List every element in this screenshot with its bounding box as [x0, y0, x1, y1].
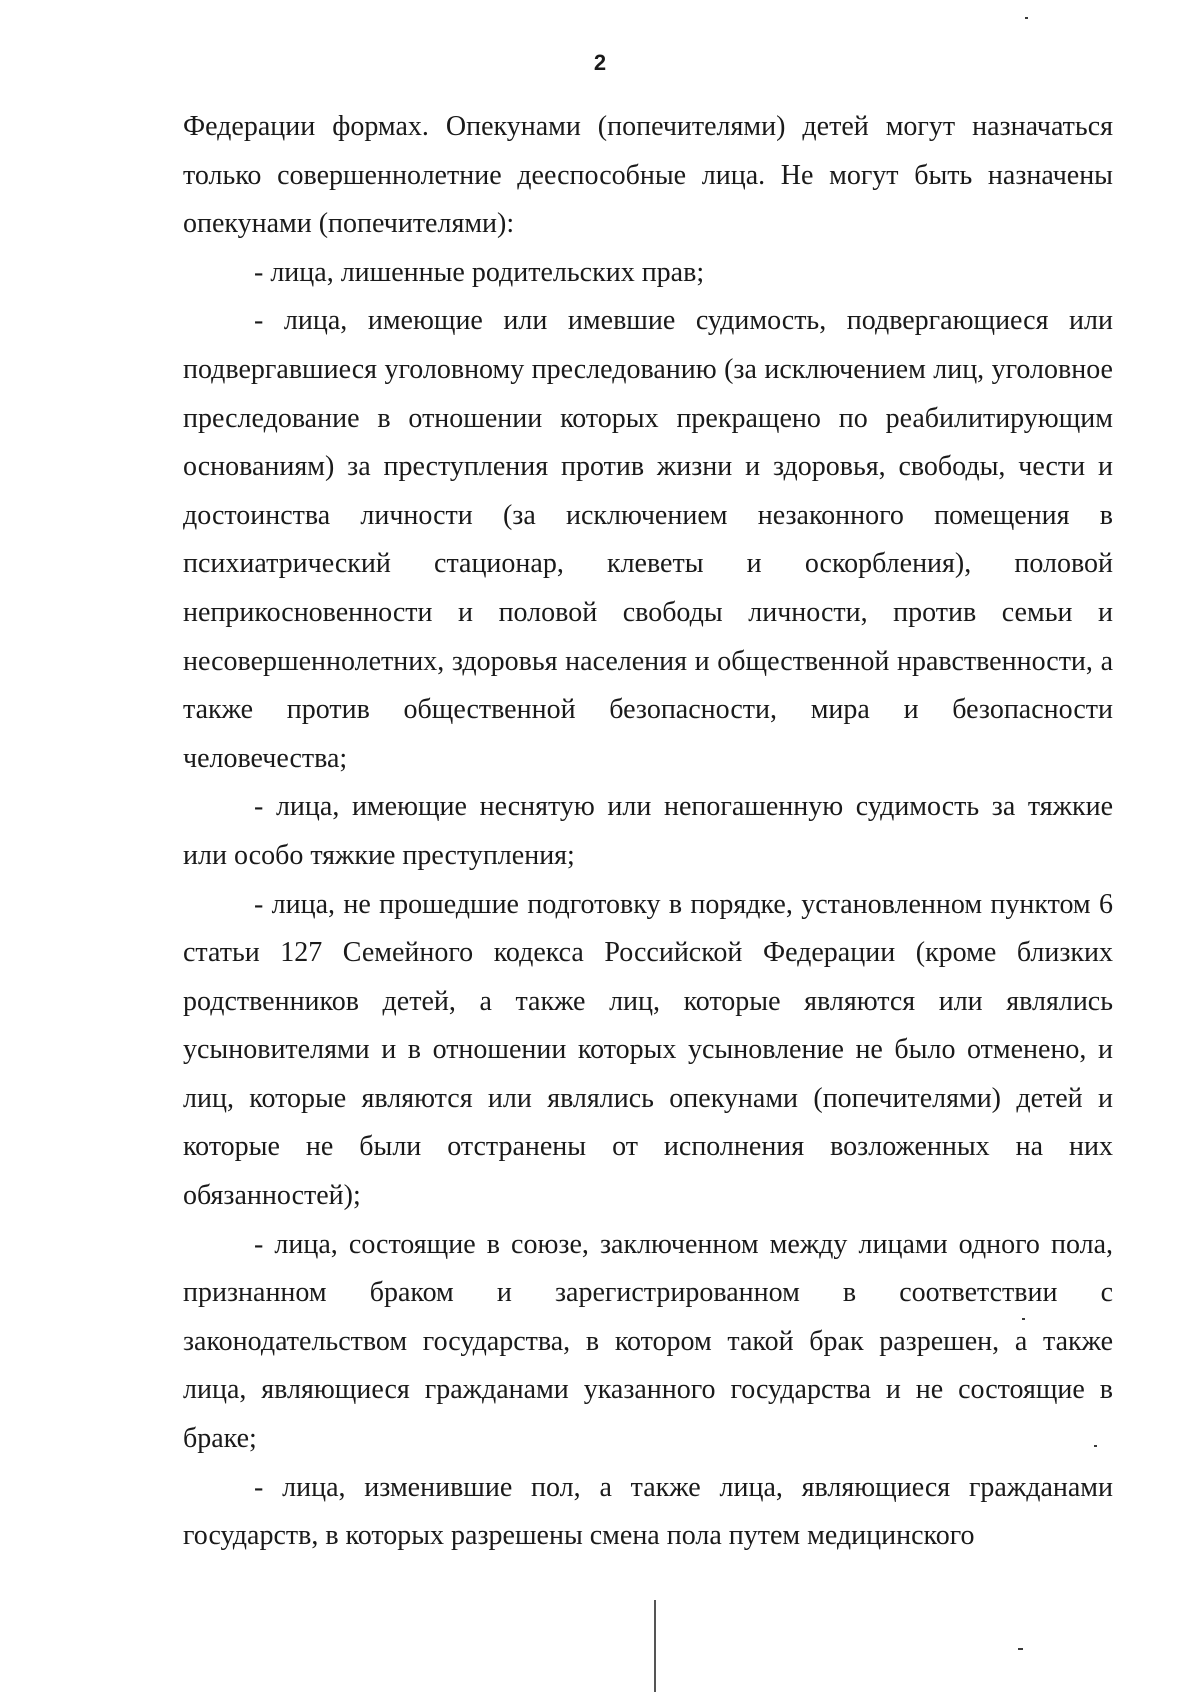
list-item-criminal-record: - лица, имеющие или имевшие судимость, подвергающиеся или подвергавшиеся уголовному преследованию (за исключением лиц, уголовное преследование в отношении которых прекращено по реабилитирующим основаниям) за преступления против жизни и здоровья, свободы, чести и достоинства личности (за исключением незаконного помещения в психиатрический стационар, клеветы и оскорбления), половой неприкосновенности и половой свободы личности, против семьи и несовершеннолетних, здоровья населения и общественной нравственности, а также против общественной безопасности, мира и безопасности человечества; — [183, 305, 1113, 774]
list-item-gender-change: - лица, изменившие пол, а также лица, являющиеся гражданами государств, в которых разрешены смена пола путем медицинского — [183, 1471, 1113, 1552]
list-item-unexpunged-conviction: - лица, имеющие неснятую или непогашенную судимость за тяжкие или особо тяжкие преступления; — [183, 791, 1113, 871]
page-number: 2 — [593, 50, 607, 75]
scan-speck — [1022, 1318, 1025, 1320]
scan-speck — [1094, 1445, 1097, 1447]
document-body — [183, 103, 1113, 1561]
scan-speck — [1025, 17, 1028, 19]
scan-mark — [654, 1600, 656, 1692]
scan-speck — [1018, 1648, 1023, 1650]
list-item-same-sex-union: - лица, состоящие в союзе, заключенном между лицами одного пола, признанном браком и зарегистрированном в соответствии с законодательством государства, в котором такой брак разрешен, а также лица, являющиеся гражданами указанного государства и не состоящие в браке; — [183, 1228, 1113, 1455]
paragraph-continuation: Федерации формах. Опекунами (попечителями) детей могут назначаться только совершеннолетние дееспособные лица. Не могут быть назначены опекунами (попечителями): — [183, 111, 1113, 240]
list-item-deprived-parental-rights: - лица, лишенные родительских прав; — [254, 256, 705, 288]
list-item-no-training: - лица, не прошедшие подготовку в порядке, установленном пунктом 6 статьи 127 Семейного кодекса Российской Федерации (кроме близких родственников детей, а также лиц, которые являются или являлись усыновителями и в отношении которых усыновление не было отменено, и лиц, которые являются или являлись опекунами (попечителями) детей и которые не были отстранены от исполнения возложенных на них обязанностей); — [183, 888, 1113, 1212]
